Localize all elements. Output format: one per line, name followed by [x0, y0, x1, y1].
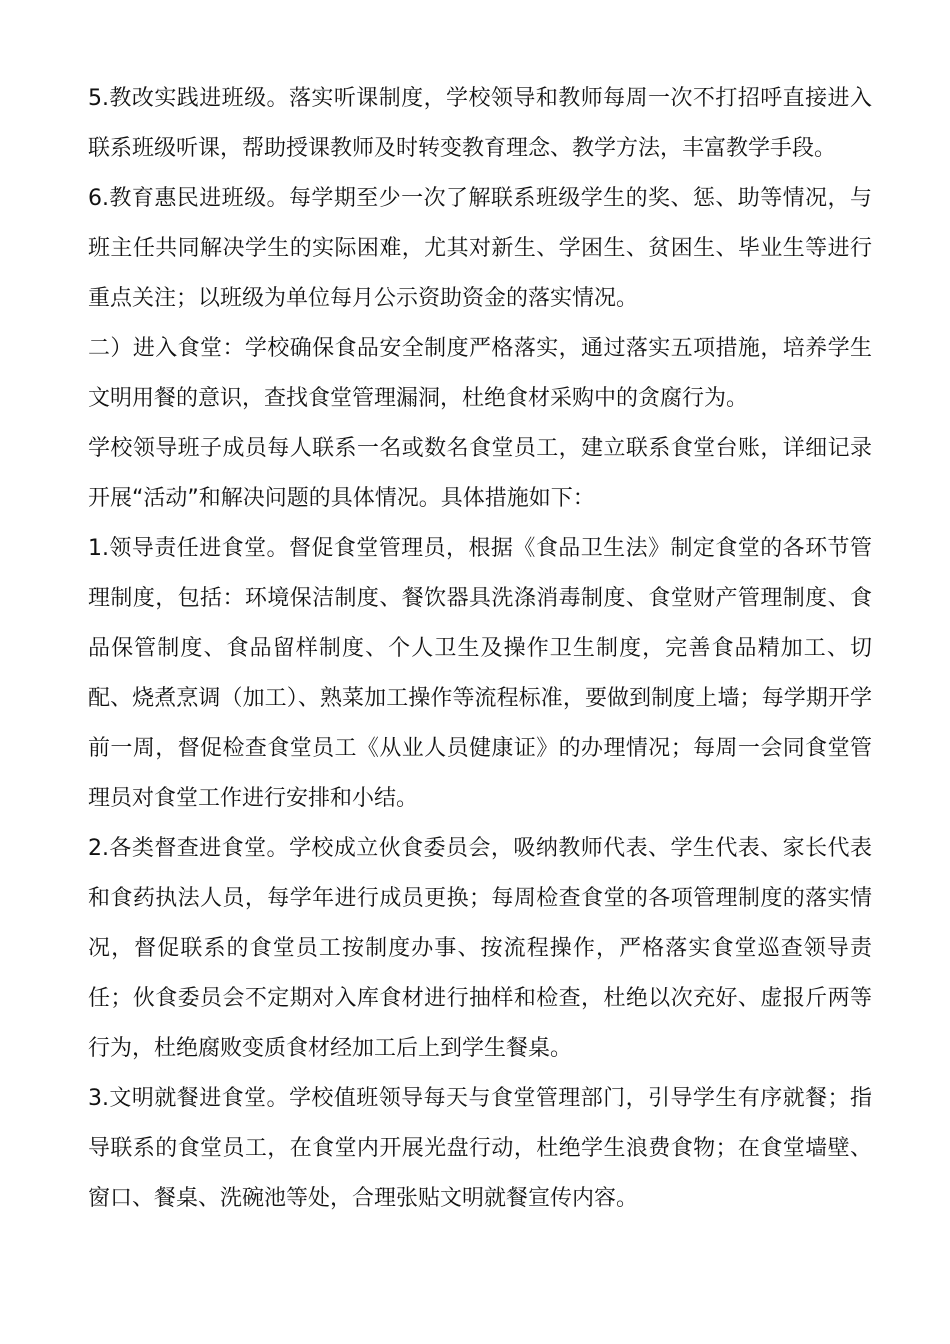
paragraph-canteen-item-2: 2.各类督查进食堂。学校成立伙食委员会，吸纳教师代表、学生代表、家长代表和食药执法人员，每学年进行成员更换；每周检查食堂的各项管理制度的落实情况，督促联系的食堂员工按制度办事、按流程操作，严格落实食堂巡查领导责任；伙食委员会不定期对入库食材进行抽样和检查，杜绝以次充好、虚报斤两等行为，杜绝腐败变质食材经加工后上到学生餐桌。 — [88, 836, 872, 1061]
paragraph-canteen-intro: 学校领导班子成员每人联系一名或数名食堂员工，建立联系食堂台账，详细记录开展“活动”和解决问题的具体情况。具体措施如下： — [88, 436, 872, 511]
paragraph-canteen-item-1: 1.领导责任进食堂。督促食堂管理员，根据《食品卫生法》制定食堂的各环节管理制度，包括：环境保洁制度、餐饮器具洗涤消毒制度、食堂财产管理制度、食品保管制度、食品留样制度、个人卫生及操作卫生制度，完善食品精加工、切配、烧煮烹调（加工）、熟菜加工操作等流程标准，要做到制度上墙；每学期开学前一周，督促检查食堂员工《从业人员健康证》的办理情况；每周一会同食堂管理员对食堂工作进行安排和小结。 — [88, 536, 872, 811]
document-body — [88, 74, 872, 1224]
section-heading-canteen: 二）进入食堂：学校确保食品安全制度严格落实，通过落实五项措施，培养学生文明用餐的意识，查找食堂管理漏洞，杜绝食材采购中的贪腐行为。 — [88, 336, 872, 411]
paragraph-canteen-item-3: 3.文明就餐进食堂。学校值班领导每天与食堂管理部门，引导学生有序就餐；指导联系的食堂员工，在食堂内开展光盘行动，杜绝学生浪费食物；在食堂墙壁、窗口、餐桌、洗碗池等处，合理张贴文明就餐宣传内容。 — [88, 1086, 872, 1211]
paragraph-item-6: 6.教育惠民进班级。每学期至少一次了解联系班级学生的奖、惩、助等情况，与班主任共同解决学生的实际困难，尤其对新生、学困生、贫困生、毕业生等进行重点关注；以班级为单位每月公示资助资金的落实情况。 — [88, 186, 872, 311]
paragraph-item-5: 5.教改实践进班级。落实听课制度，学校领导和教师每周一次不打招呼直接进入联系班级听课，帮助授课教师及时转变教育理念、教学方法，丰富教学手段。 — [88, 86, 872, 161]
